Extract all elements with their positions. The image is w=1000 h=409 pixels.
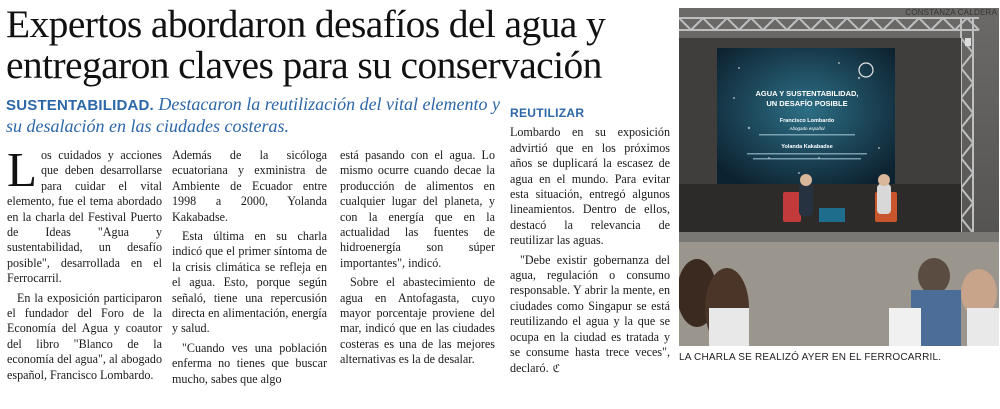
- paragraph: Los cuidados y acciones que deben desarrollarse para cuidar el vital elemento, fue el tema abordado en la charla del Festival Puerto de Ideas "Agua y sustentabilidad, un desafío posible", desarrollada en el Ferrocarril.: [7, 142, 162, 286]
- paragraph: Sobre el abastecimiento de agua en Antofagasta, cuyo mayor porcentaje proviene del mar, indicó que en las ciudades costeras es una de las mejores alternativas es la de desalar.: [340, 275, 495, 367]
- deck-text: Destacaron la reutilización del vital elemento y su desalación en las ciudades costeras.: [6, 94, 501, 136]
- deck: [6, 94, 506, 137]
- paragraph: está pasando con el agua. Lo mismo ocurre cuando decae la producción de alimentos en cualquier lugar del planeta, y con la energía que en la actualidad las fuentes de hidroenergía son súper importantes", indicó.: [340, 148, 495, 270]
- event-photo: [679, 8, 999, 346]
- article-column-2: [172, 148, 327, 391]
- paragraph: "Cuando ves una población enferma no tienes que buscar mucho, sabes que algo: [172, 340, 327, 386]
- photo-credit: CONSTANZA CALDERA: [905, 8, 997, 17]
- screen-speaker-1: Francisco Lombardo: [779, 118, 835, 124]
- deck-kicker: SUSTENTABILIDAD.: [6, 97, 154, 114]
- stage-illustration: [679, 8, 999, 346]
- article-column-3: [340, 148, 495, 372]
- headline: [6, 4, 670, 86]
- paragraph: En la exposición participaron el fundador del Foro de la Economía del Agua y coautor del libro "Blanco de la economía del agua", al abogado español, Francisco Lombardo.: [7, 290, 162, 382]
- drop-cap: L: [7, 142, 37, 197]
- screen-speaker-1-role: Abogado español: [789, 126, 825, 131]
- screen-speaker-2: Yolanda Kakabadse: [781, 144, 833, 150]
- headline-line-2: entregaron claves para su conservación: [6, 43, 602, 87]
- photo-caption: LA CHARLA SE REALIZÓ AYER EN EL FERROCARRIL.: [679, 352, 942, 363]
- paragraph: Esta última en su charla indicó que el primer síntoma de la crisis climática se refleja en el agua. Esto, porque según señaló, tiene una repercusión directa en alimentación, energía y salud.: [172, 229, 327, 336]
- section-subhead: REUTILIZAR: [510, 106, 585, 120]
- end-mark-icon: ℭ: [552, 361, 561, 375]
- headline-line-1: Expertos abordaron desafíos del agua y: [6, 2, 606, 46]
- paragraph: "Debe existir gobernanza del agua, regulación o consumo responsable. Y abrir la mente, en ciudades como Singapur se está reutilizando el agua y la que se ocupa en la ciudad es tratada y se consume hasta trece veces", declaró. ℭ: [510, 252, 670, 375]
- article-column-1: [7, 142, 162, 387]
- paragraph: Además de la sicóloga ecuatoriana y exministra de Ambiente de Ecuador entre 1998 a 2000, Yolanda Kakabadse.: [172, 148, 327, 224]
- article-column-4: [510, 106, 670, 380]
- screen-title-line-2: UN DESAFÍO POSIBLE: [766, 99, 848, 108]
- paragraph: Lombardo en su exposición advirtió que en los próximos años se duplicará la escasez de agua en el mundo. Para evitar esta situación, entregó algunos lineamientos. Dentro de ellos, destacó la relevancia de reutilizar las aguas.: [510, 125, 670, 248]
- screen-title-line-1: AGUA Y SUSTENTABILIDAD,: [755, 89, 859, 98]
